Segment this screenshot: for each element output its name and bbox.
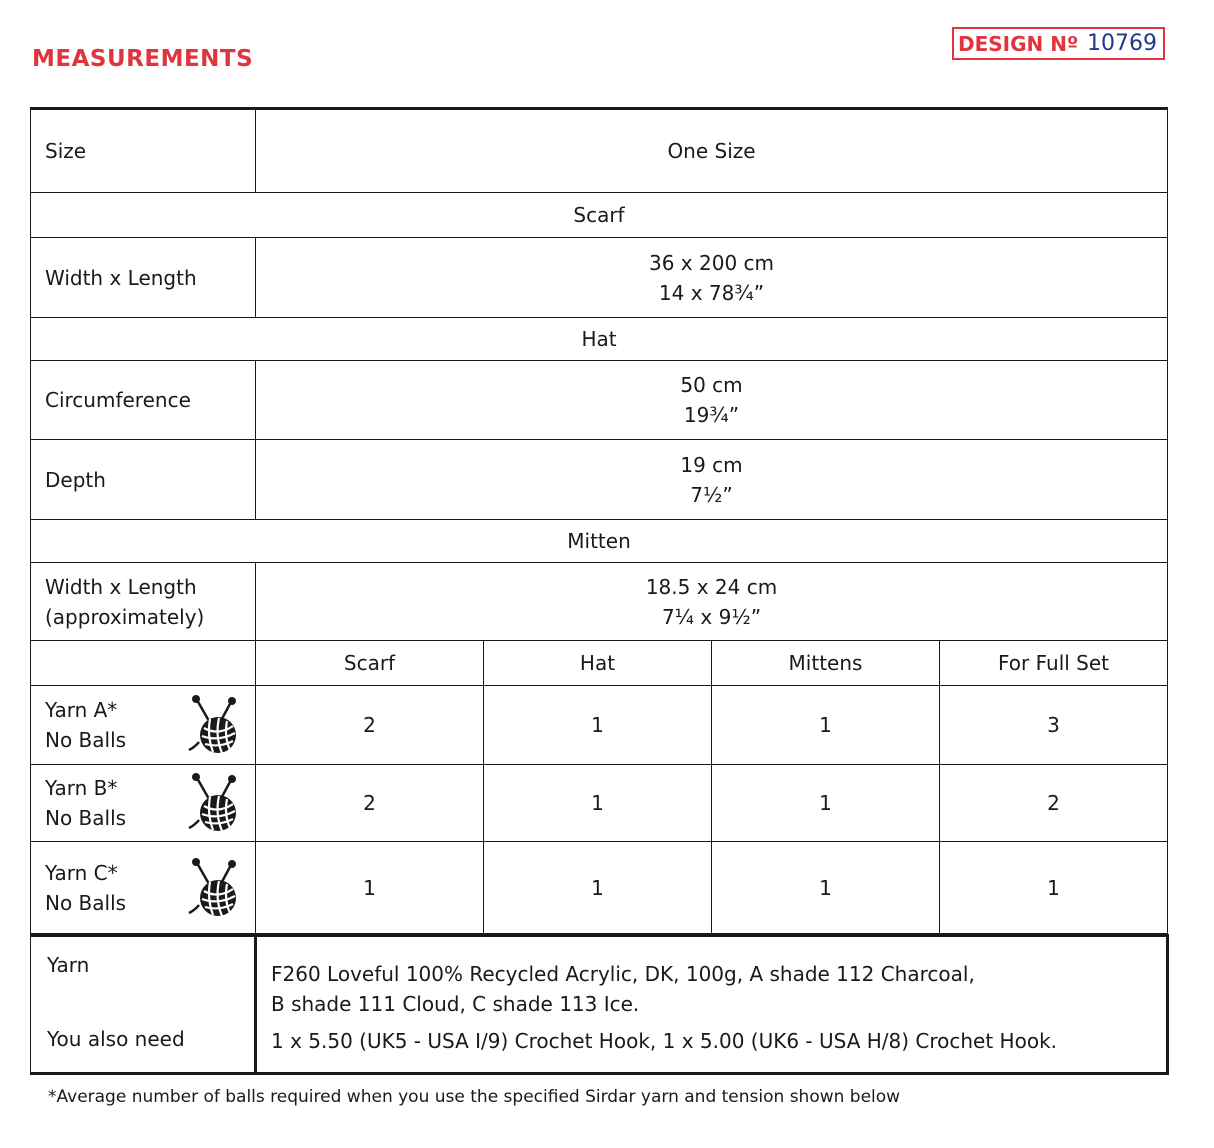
hat-depth-label: Depth xyxy=(31,440,256,520)
yarn-a-balls-label: No Balls xyxy=(45,728,127,752)
also-need-value: 1 x 5.50 (UK5 - USA I/9) Crochet Hook, 1 x 5.00 (UK6 - USA H/8) Crochet Hook. xyxy=(256,1019,1168,1073)
yarn-ball-icon xyxy=(185,692,243,758)
footnote: *Average number of balls required when you use the specified Sirdar yarn and tension shown below xyxy=(48,1087,901,1107)
hat-circumference-label: Circumference xyxy=(31,361,256,440)
design-number-box xyxy=(952,27,1165,60)
mitten-imperial: 7¼ x 9½” xyxy=(661,604,762,629)
page-title: MEASUREMENTS xyxy=(32,46,254,72)
hat-circumference-value xyxy=(256,361,1168,440)
column-header-hat: Hat xyxy=(484,641,712,686)
yarn-info-line1: F260 Loveful 100% Recycled Acrylic, DK, 100g, A shade 112 Charcoal, xyxy=(271,962,975,986)
yarn-info-label: Yarn xyxy=(31,936,256,1020)
column-header-full-set: For Full Set xyxy=(940,641,1168,686)
hat-section-title: Hat xyxy=(31,318,1168,361)
yarn-c-hat: 1 xyxy=(484,842,712,934)
hat-circumference-row xyxy=(31,361,1168,440)
materials-table xyxy=(30,934,1169,1075)
mitten-width-length-value xyxy=(256,563,1168,641)
yarn-a-label: Yarn A* xyxy=(45,698,118,722)
size-row xyxy=(31,109,1168,193)
yarn-b-hat: 1 xyxy=(484,765,712,842)
also-need-label: You also need xyxy=(31,1019,256,1073)
mitten-metric: 18.5 x 24 cm xyxy=(645,574,778,599)
hat-depth-value xyxy=(256,440,1168,520)
column-header-scarf: Scarf xyxy=(256,641,484,686)
hat-depth-row xyxy=(31,440,1168,520)
yarn-c-scarf: 1 xyxy=(256,842,484,934)
also-need-row xyxy=(31,1019,1168,1073)
hat-circumference-imperial: 19¾” xyxy=(683,403,740,427)
design-label: DESIGN Nº xyxy=(958,31,1079,56)
yarn-c-mittens: 1 xyxy=(712,842,940,934)
size-label: Size xyxy=(31,109,256,193)
yarn-column-header-row xyxy=(31,641,1168,686)
yarn-b-label: Yarn B* xyxy=(45,776,118,800)
yarn-a-label-cell xyxy=(31,686,256,765)
yarn-c-balls-label: No Balls xyxy=(45,890,127,915)
mitten-width-length-label xyxy=(31,563,256,641)
yarn-b-full-set: 2 xyxy=(940,765,1168,842)
yarn-info-row xyxy=(31,936,1168,1020)
scarf-section-title: Scarf xyxy=(31,193,1168,238)
yarn-a-full-set: 3 xyxy=(940,686,1168,765)
scarf-section-row xyxy=(31,193,1168,238)
design-number: 10769 xyxy=(1087,31,1157,56)
hat-depth-metric: 19 cm xyxy=(680,452,743,477)
mitten-label-line1: Width x Length xyxy=(45,574,197,599)
yarn-c-label-cell xyxy=(31,842,256,934)
yarn-a-hat: 1 xyxy=(484,686,712,765)
yarn-b-mittens: 1 xyxy=(712,765,940,842)
mitten-section-title: Mitten xyxy=(31,520,1168,563)
mitten-section-row xyxy=(31,520,1168,563)
yarn-ball-icon xyxy=(185,855,243,921)
yarn-info-line2: B shade 111 Cloud, C shade 113 Ice. xyxy=(271,992,640,1016)
yarn-c-full-set: 1 xyxy=(940,842,1168,934)
yarn-a-row xyxy=(31,686,1168,765)
yarn-a-scarf: 2 xyxy=(256,686,484,765)
yarn-header-empty xyxy=(31,641,256,686)
measurements-sheet xyxy=(30,107,1167,1075)
scarf-imperial: 14 x 78¾” xyxy=(658,280,765,305)
column-header-mittens: Mittens xyxy=(712,641,940,686)
yarn-info-value xyxy=(256,936,1168,1020)
yarn-b-scarf: 2 xyxy=(256,765,484,842)
hat-circumference-metric: 50 cm xyxy=(680,373,743,397)
mitten-label-line2: (approximately) xyxy=(45,604,205,629)
yarn-b-label-cell xyxy=(31,765,256,842)
scarf-width-length-label: Width x Length xyxy=(31,238,256,318)
hat-depth-imperial: 7½” xyxy=(690,482,733,507)
scarf-metric: 36 x 200 cm xyxy=(649,250,775,275)
size-value: One Size xyxy=(256,109,1168,193)
yarn-c-label: Yarn C* xyxy=(45,860,118,885)
scarf-width-length-row xyxy=(31,238,1168,318)
yarn-ball-icon xyxy=(185,770,243,836)
yarn-b-row xyxy=(31,765,1168,842)
mitten-width-length-row xyxy=(31,563,1168,641)
yarn-c-row xyxy=(31,842,1168,934)
hat-section-row xyxy=(31,318,1168,361)
measurements-table xyxy=(30,107,1168,934)
scarf-width-length-value xyxy=(256,238,1168,318)
yarn-a-mittens: 1 xyxy=(712,686,940,765)
yarn-b-balls-label: No Balls xyxy=(45,806,127,830)
